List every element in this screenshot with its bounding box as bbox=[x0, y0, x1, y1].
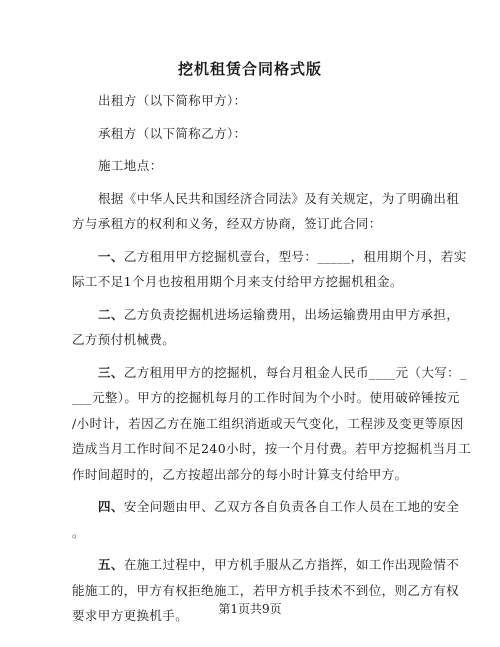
clause-3: 三、乙方租用甲方的挖掘机，每台月租金人民币____元（大写：_ ___元整）。甲方的挖掘机每月的工作时间为个小时。使用破碎锤按元 /小时计，若因乙方在施工组织消逝或天气变化，工程涉及变更等原因 造成当月工作时间不足240小时，按一个月付费。若甲方挖掘机当月工 作时间超时的，乙方按超出部分的每小时计算支付给甲方。 bbox=[72, 364, 472, 482]
party-info bbox=[72, 88, 432, 179]
clause-4: 四、安全问题由甲、乙双方各自负责各自工作人员在工地的安全 。 bbox=[72, 499, 460, 540]
intro-paragraph: 根据《中华人民共和国经济合同法》及有关规定，为了明确出租 方与承租方的权利和义务，经双方协商，签订此合同： bbox=[72, 190, 460, 231]
clause-number: 四、 bbox=[98, 499, 124, 514]
clause-number: 五、 bbox=[98, 557, 124, 572]
clause-number: 二、 bbox=[98, 306, 124, 322]
clause-5: 五、在施工过程中，甲方机手服从乙方指挥，如工作出现险情不 能施工的，甲方有权拒绝施工，若甲方机手技术不到位，则乙方有权 要求甲方更换机手。 bbox=[72, 557, 460, 623]
clause-number: 三、 bbox=[98, 364, 124, 380]
clause-2: 二、乙方负责挖掘机进场运输费用，出场运输费用由甲方承担， 乙方预付机械费。 bbox=[72, 306, 460, 347]
document-body bbox=[72, 88, 472, 636]
lessee-line: 承租方（以下简称乙方）： bbox=[98, 125, 247, 141]
page-number: 第1页共9页 bbox=[218, 602, 282, 616]
clause-number: 一、 bbox=[98, 248, 124, 264]
lessor-line: 出租方（以下简称甲方）： bbox=[98, 93, 247, 108]
clause-1: 一、乙方租用甲方挖掘机壹台，型号：_____，租用期个月，若实 际工不足1个月也按租用期个月来支付给甲方挖掘机租金。 bbox=[72, 248, 467, 289]
site-line: 施工地点： bbox=[98, 158, 163, 173]
document-title: 挖机租赁合同格式版 bbox=[177, 60, 322, 78]
